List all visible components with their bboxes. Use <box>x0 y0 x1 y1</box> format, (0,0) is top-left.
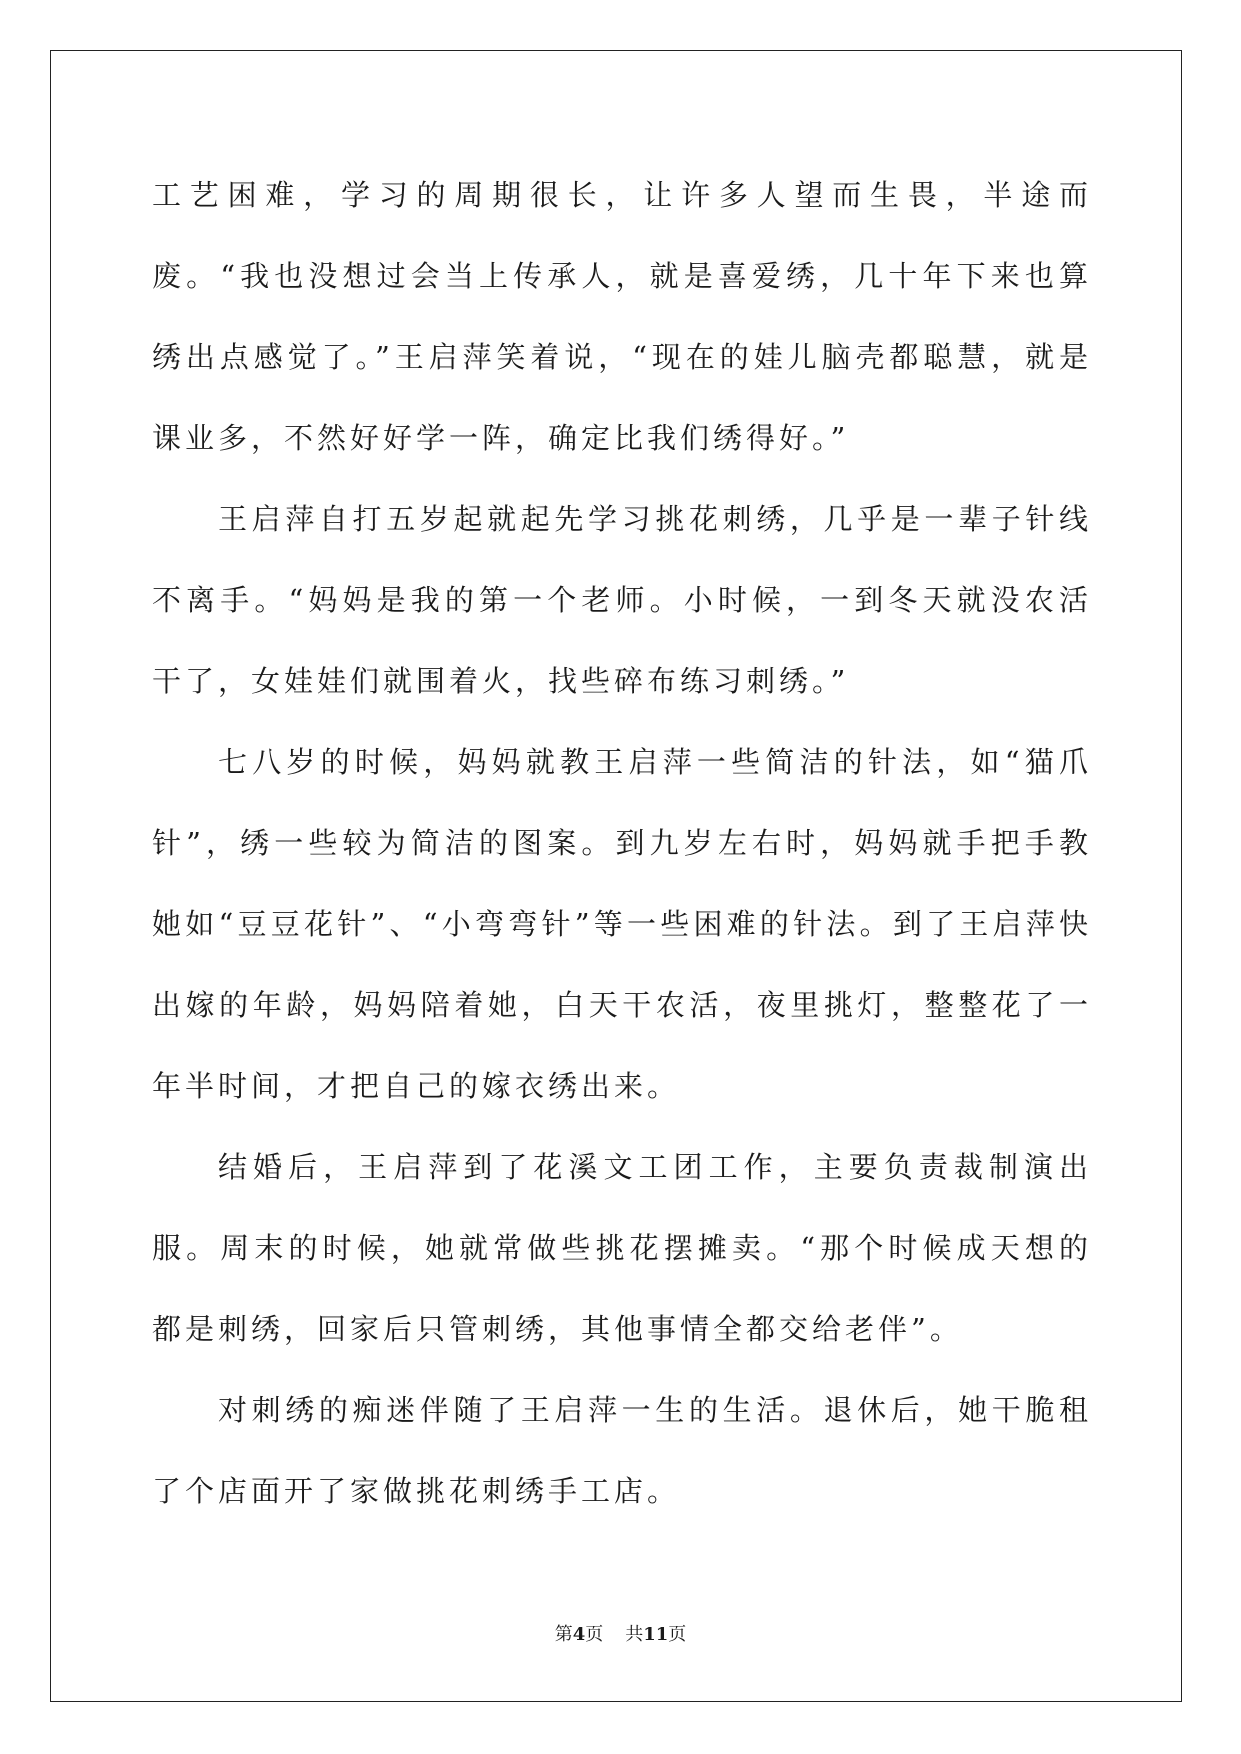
page-unit: 页 <box>585 1624 604 1645</box>
page-prefix: 第 <box>554 1624 573 1645</box>
paragraph-2: 王启萍自打五岁起就起先学习挑花刺绣，几乎是一辈子针线不离手。“妈妈是我的第一个老师。小时候，一到冬天就没农活干了，女娃娃们就围着火，找些碎布练习刺绣。” <box>152 502 1092 698</box>
document-body <box>152 155 1092 1532</box>
total-unit: 页 <box>668 1624 687 1645</box>
page-total: 11 <box>643 1624 669 1645</box>
page-footer <box>0 1620 1241 1646</box>
page-current: 4 <box>572 1624 586 1645</box>
paragraph-3: 七八岁的时候，妈妈就教王启萍一些简洁的针法，如“猫爪针”，绣一些较为简洁的图案。到九岁左右时，妈妈就手把手教她如“豆豆花针”、“小弯弯针”等一些困难的针法。到了王启萍快出嫁的年龄，妈妈陪着她，白天干农活，夜里挑灯，整整花了一年半时间，才把自己的嫁衣绣出来。 <box>152 745 1092 1103</box>
paragraph-1: 工艺困难，学习的周期很长，让许多人望而生畏，半途而废。“我也没想过会当上传承人，就是喜爱绣，几十年下来也算绣出点感觉了。”王启萍笑着说，“现在的娃儿脑壳都聪慧，就是课业多，不然好好学一阵，确定比我们绣得好。” <box>152 178 1092 455</box>
paragraph-4: 结婚后，王启萍到了花溪文工团工作，主要负责裁制演出服。周末的时候，她就常做些挑花摆摊卖。“那个时候成天想的都是刺绣，回家后只管刺绣，其他事情全都交给老伴”。 <box>152 1150 1092 1346</box>
paragraph-5: 对刺绣的痴迷伴随了王启萍一生的生活。退休后，她干脆租了个店面开了家做挑花刺绣手工店。 <box>152 1393 1092 1508</box>
total-prefix: 共 <box>625 1624 644 1645</box>
